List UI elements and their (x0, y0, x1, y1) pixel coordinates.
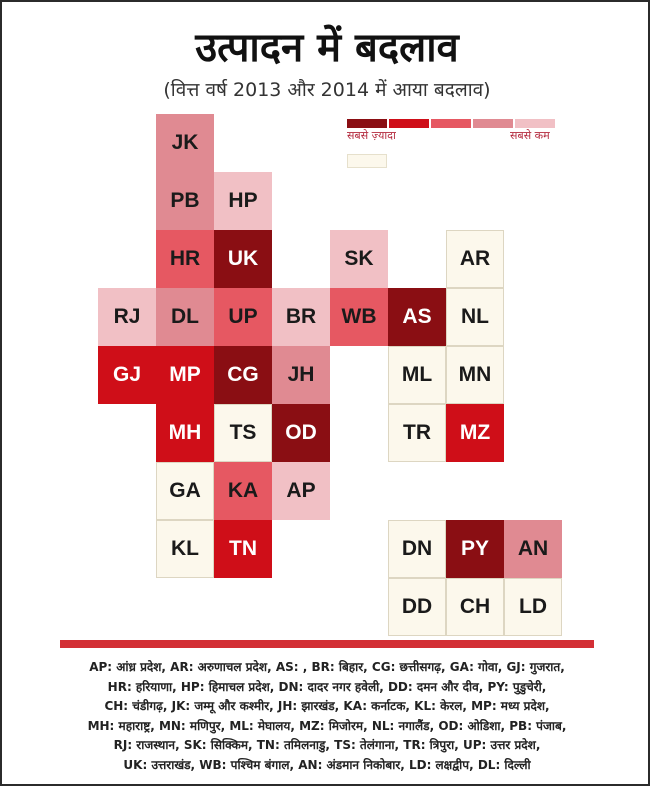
state-tile-dl: DL (156, 288, 214, 346)
state-tile-ka: KA (214, 462, 272, 520)
state-tile-hp: HP (214, 172, 272, 230)
legend-low-label: सबसे कम (510, 129, 550, 142)
state-tile-mp: MP (156, 346, 214, 404)
legend-swatch (473, 119, 513, 128)
state-tile-ts: TS (214, 404, 272, 462)
state-tile-mh: MH (156, 404, 214, 462)
state-tile-jh: JH (272, 346, 330, 404)
legend-swatch (389, 119, 429, 128)
state-tile-ld: LD (504, 578, 562, 636)
state-tile-sk: SK (330, 230, 388, 288)
legend-high-label: सबसे ज़्यादा (347, 129, 396, 142)
page-title: उत्पादन में बदलाव (195, 24, 459, 71)
state-tile-py: PY (446, 520, 504, 578)
state-tile-ar: AR (446, 230, 504, 288)
abbreviation-key (12, 658, 642, 775)
state-tile-ch: CH (446, 578, 504, 636)
legend-swatch (347, 119, 387, 128)
legend-swatch (515, 119, 555, 128)
state-tile-wb: WB (330, 288, 388, 346)
abbreviation-line: UK: उत्तराखंड, WB: पश्चिम बंगाल, AN: अंडमान निकोबार, LD: लक्षद्वीप, DL: दिल्ली (123, 757, 531, 772)
abbreviation-line: RJ: राजस्थान, SK: सिक्किम, TN: तमिलनाडु, TS: तेलंगाना, TR: त्रिपुरा, UP: उत्तर प्रदेश, (113, 738, 541, 752)
divider-bar (60, 640, 594, 648)
state-tile-gj: GJ (98, 346, 156, 404)
state-tile-nl: NL (446, 288, 504, 346)
state-tile-tr: TR (388, 404, 446, 462)
state-tile-up: UP (214, 288, 272, 346)
state-tile-ap: AP (272, 462, 330, 520)
state-tile-tn: TN (214, 520, 272, 578)
abbreviation-line: MH: महाराष्ट्र, MN: मणिपुर, ML: मेघालय, MZ: मिजोरम, NL: नगालैंड, OD: ओडिशा, PB: पंजाब, (87, 718, 567, 733)
state-tile-dd: DD (388, 578, 446, 636)
state-tile-rj: RJ (98, 288, 156, 346)
state-tile-kl: KL (156, 520, 214, 578)
state-tile-jk: JK (156, 114, 214, 172)
state-tile-ml: ML (388, 346, 446, 404)
state-tile-br: BR (272, 288, 330, 346)
state-tile-od: OD (272, 404, 330, 462)
state-tile-mn: MN (446, 346, 504, 404)
abbreviation-line: HR: हरियाणा, HP: हिमाचल प्रदेश, DN: दादर नगर हवेली, DD: दमन और दीव, PY: पुडुचेरी, (107, 679, 547, 694)
legend-swatch (431, 119, 471, 128)
state-tile-an: AN (504, 520, 562, 578)
state-tile-cg: CG (214, 346, 272, 404)
page-subtitle: (वित्त वर्ष 2013 और 2014 में आया बदलाव) (163, 79, 491, 101)
legend-no-data-swatch (347, 154, 387, 168)
state-tile-uk: UK (214, 230, 272, 288)
state-tile-hr: HR (156, 230, 214, 288)
state-tile-dn: DN (388, 520, 446, 578)
abbreviation-line: AP: आंध्र प्रदेश, AR: अरुणाचल प्रदेश, AS: , BR: बिहार, CG: छत्तीसगढ़, GA: गोवा, GJ: गुजरात, (89, 660, 565, 674)
state-tile-pb: PB (156, 172, 214, 230)
abbreviation-line: CH: चंडीगढ़, JK: जम्मू और कश्मीर, JH: झारखंड, KA: कर्नाटक, KL: केरल, MP: मध्य प्रदेश, (104, 699, 550, 713)
state-tile-ga: GA (156, 462, 214, 520)
state-tile-mz: MZ (446, 404, 504, 462)
color-legend (347, 119, 555, 128)
state-tile-as: AS (388, 288, 446, 346)
